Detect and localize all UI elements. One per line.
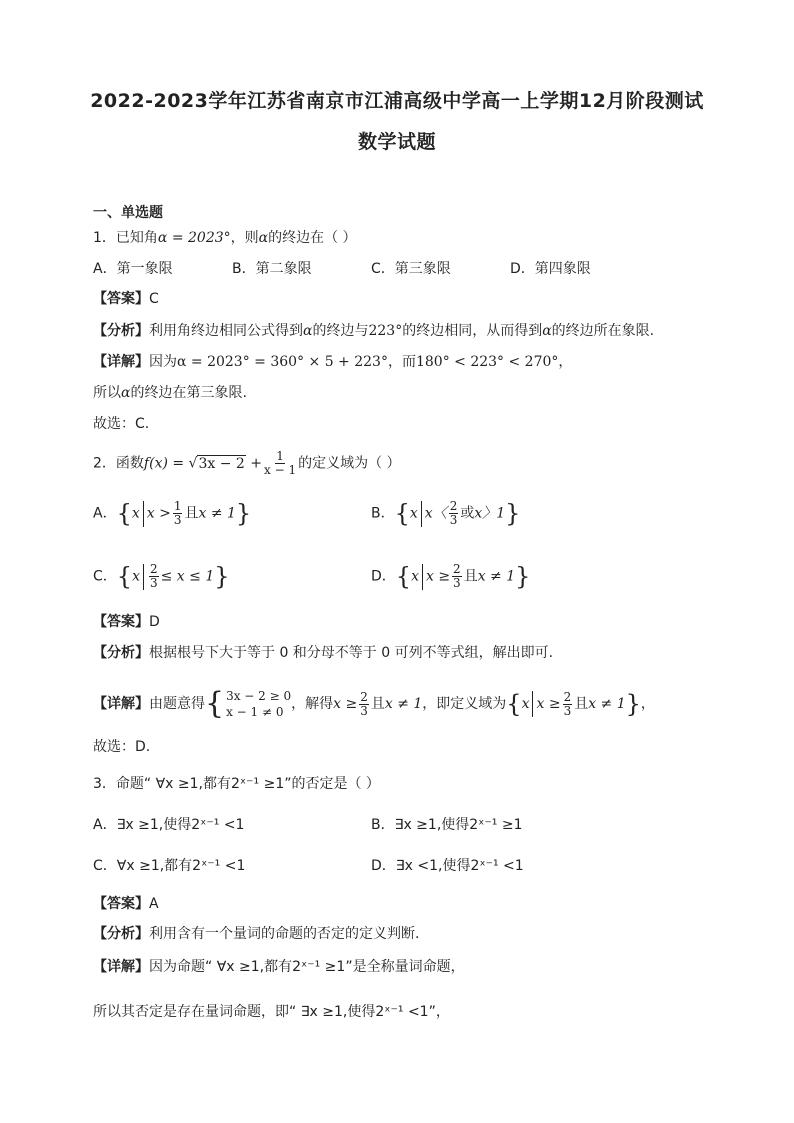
q2-option-d-den: 3 <box>453 576 461 590</box>
q1-stem-pre: 1．已知角 <box>93 230 158 246</box>
q2-detail-post: ， <box>640 696 655 712</box>
q1-detail-math: α = 2023° = 360° × 5 + 223° <box>177 354 388 370</box>
q2-option-c-tail: ≤ x ≤ 1 <box>160 568 215 585</box>
q2-option-c: C．{x $\frac{2}{3}$ ≤ x ≤ 1} <box>93 562 230 591</box>
q2-stem-frac-den: x − 1 <box>264 463 297 477</box>
q1-detail <box>93 352 572 372</box>
q1-answer <box>93 289 159 309</box>
q2-detail-fraction <box>359 691 369 718</box>
q1-detail2-pre: 所以 <box>93 385 121 401</box>
q1-option-c: C．第三象限 <box>371 261 451 277</box>
q1-answer-value: C <box>149 291 159 307</box>
q2-stem-sqrt: 3x − 2 <box>198 455 245 472</box>
q1-analysis <box>93 321 654 341</box>
q1-option-d: D．第四象限 <box>510 261 591 277</box>
q2-option-d-x: x <box>411 568 419 585</box>
q1-detail-tag: 【详解】 <box>93 354 149 370</box>
q2-option-b-num: 2 <box>449 499 458 513</box>
q2-stem: 2．函数f(x) = √3x − 2 + $\frac{1}{x - 1}$ 的定义域为（ ） <box>93 449 401 477</box>
q2-option-b-den: 3 <box>449 513 458 527</box>
q2-detail-set-cond: x ≥ <box>536 696 561 712</box>
q3-option-c: C．∀x ≥1,都有2ˣ⁻¹ <1 <box>93 858 246 874</box>
q1-analysis-pre: 利用角终边相同公式得到 <box>149 323 303 339</box>
q1-answer-tag: 【答案】 <box>93 291 149 307</box>
q3-detail-2: 所以其否定是存在量词命题，即“ ∃x ≥1,使得2ˣ⁻¹ <1”， <box>93 1004 450 1020</box>
q1-detail2-alpha: α <box>121 385 131 401</box>
q3-analysis-text: 利用含有一个量词的命题的否定的定义判断. <box>149 926 420 942</box>
q2-answer-value: D <box>149 614 160 630</box>
q2-option-c-x: x <box>132 568 140 585</box>
q2-option-b-or: 或 <box>460 505 475 522</box>
q2-stem-plus: + <box>250 455 263 472</box>
q2-option-b-cond: x〈 <box>424 505 447 522</box>
q3-option-b: B．∃x ≥1,使得2ˣ⁻¹ ≥1 <box>371 817 523 833</box>
q1-analysis-mid2: 的终边相同，从而得到 <box>402 323 543 339</box>
q2-detail-mid2: ，即定义域为 <box>422 696 507 712</box>
q2-option-b-tail: x〉1 <box>474 505 506 522</box>
q2-option-d-label: D． <box>371 568 396 585</box>
q2-option-b-fraction <box>449 500 459 527</box>
q1-detail-mid: ，而 <box>387 354 416 370</box>
q2-detail-cond: x ≥ <box>333 696 358 712</box>
q3-option-d: D．∃x <1,使得2ˣ⁻¹ <1 <box>371 858 524 874</box>
q3-answer <box>93 894 159 914</box>
q1-stem-mid: ，则 <box>230 230 259 246</box>
section-heading: 一、单选题 <box>93 205 163 221</box>
q2-option-a-num: 1 <box>173 499 182 513</box>
q2-analysis-tag: 【分析】 <box>93 645 149 661</box>
q2-option-a-cond: x > <box>146 505 171 522</box>
q2-detail-mid: ，解得 <box>291 696 334 712</box>
q2-option-a-tail: x ≠ 1 <box>198 505 236 522</box>
q1-option-a: A．第一象限 <box>93 261 173 277</box>
q2-option-d-fraction <box>452 563 462 590</box>
q2-stem-frac-num: 1 <box>276 449 284 463</box>
q2-option-a-and: 且 <box>184 505 199 522</box>
q2-option-a-label: A． <box>93 505 117 522</box>
q1-analysis-post: 的终边所在象限. <box>551 323 655 339</box>
q1-stem-math: α = 2023° <box>157 230 231 246</box>
q2-analysis <box>93 643 553 663</box>
q1-detail-2 <box>93 383 247 403</box>
q2-detail-set-den: 3 <box>563 703 572 718</box>
q2-option-a-x: x <box>131 505 140 522</box>
q1-analysis-mid: 的终边与 <box>312 323 369 339</box>
q2-analysis-text: 根据根号下大于等于 0 和分母不等于 0 可列不等式组，解出即可. <box>149 645 554 661</box>
q2-option-a: A．{x x > $\frac{1}{3}$ 且x ≠ 1} <box>93 499 252 528</box>
q2-option-b-x: x <box>409 505 418 522</box>
q1-analysis-deg: 223° <box>368 323 403 339</box>
q2-inequality-system: { 3x − 2 ≥ 0 x − 1 ≠ 0 <box>205 686 292 721</box>
q2-conclusion: 故选：D. <box>93 739 151 755</box>
q2-answer <box>93 612 160 632</box>
q1-analysis-alpha: α <box>303 323 313 339</box>
q1-detail2-post: 的终边在第三象限. <box>130 385 247 401</box>
q1-stem-post: 的终边在（ ） <box>268 230 357 246</box>
q3-analysis-tag: 【分析】 <box>93 926 149 942</box>
q2-detail-set-fraction <box>563 691 573 718</box>
q2-stem-post: 的定义域为（ ） <box>298 455 401 472</box>
q2-detail-num: 2 <box>360 689 368 704</box>
q1-conclusion: 故选：C. <box>93 416 150 432</box>
document-title: 2022-2023学年江苏省南京市江浦高级中学高一上学期12月阶段测试 <box>90 90 704 112</box>
q2-sys-row1: 3x − 2 ≥ 0 <box>226 689 292 703</box>
q2-detail-den: 3 <box>360 703 368 718</box>
q3-option-a: A．∃x ≥1,使得2ˣ⁻¹ <1 <box>93 817 245 833</box>
q1-analysis-alpha2: α <box>542 323 552 339</box>
q1-detail-pre: 因为 <box>149 354 177 370</box>
q3-detail-text: 因为命题“ ∀x ≥1,都有2ˣ⁻¹ ≥1”是全称量词命题， <box>149 959 465 975</box>
q1-stem <box>93 228 357 248</box>
q2-stem-fx: f(x) = <box>143 455 185 472</box>
q2-detail-tag: 【详解】 <box>93 696 149 712</box>
q2-option-b: B．{x x〈 $\frac{2}{3}$ 或x〉1} <box>371 499 521 528</box>
q2-option-d-cond: x ≥ <box>425 568 451 585</box>
q1-detail-post: ， <box>558 354 573 370</box>
q2-detail-set-and: 且 <box>574 696 589 712</box>
q2-option-c-num: 2 <box>149 562 158 576</box>
q2-option-c-den: 3 <box>149 576 158 590</box>
q2-detail-and: 且 <box>370 696 385 712</box>
q2-detail-set-num: 2 <box>563 689 572 704</box>
q2-detail-tail: x ≠ 1 <box>384 696 423 712</box>
q1-option-b: B．第二象限 <box>232 261 312 277</box>
q1-stem-alpha: α <box>258 230 269 246</box>
q2-option-a-den: 3 <box>173 513 182 527</box>
q2-option-c-fraction <box>149 563 159 590</box>
q2-option-d: D．{x x ≥ $\frac{2}{3}$ 且x ≠ 1} <box>371 562 531 591</box>
q2-detail: 【详解】由题意得 { 3x − 2 ≥ 0 x − 1 ≠ 0 ，解得x ≥ $\frac{2}{3}$ 且x ≠ 1，即定义域为{x x ≥ $\frac{2}{3}$ 且x ≠ 1}， <box>93 686 655 721</box>
q2-detail-set-tail: x ≠ 1 <box>588 696 626 712</box>
q2-detail-set-x: x <box>521 696 530 712</box>
q2-option-a-fraction <box>173 500 183 527</box>
q2-stem-fraction <box>264 450 296 477</box>
q2-option-d-and: 且 <box>463 568 478 585</box>
q3-analysis <box>93 924 419 944</box>
document-subtitle: 数学试题 <box>357 131 436 153</box>
q1-analysis-tag: 【分析】 <box>93 323 149 339</box>
q3-answer-tag: 【答案】 <box>93 896 149 912</box>
q2-stem-pre: 2．函数 <box>93 455 144 472</box>
q3-stem: 3．命题“ ∀x ≥1,都有2ˣ⁻¹ ≥1”的否定是（ ） <box>93 776 380 792</box>
q2-answer-tag: 【答案】 <box>93 614 149 630</box>
q1-detail-math2: 180° < 223° < 270° <box>415 354 559 370</box>
q2-option-b-label: B． <box>371 505 395 522</box>
q2-option-c-label: C． <box>93 568 117 585</box>
q3-detail-tag: 【详解】 <box>93 959 149 975</box>
q3-answer-value: A <box>149 896 159 912</box>
q2-sys-row2: x − 1 ≠ 0 <box>226 705 284 719</box>
q3-detail <box>93 957 465 977</box>
q2-detail-pre: 由题意得 <box>149 696 205 712</box>
q2-option-d-num: 2 <box>453 562 461 576</box>
q2-option-d-tail: x ≠ 1 <box>477 568 516 585</box>
